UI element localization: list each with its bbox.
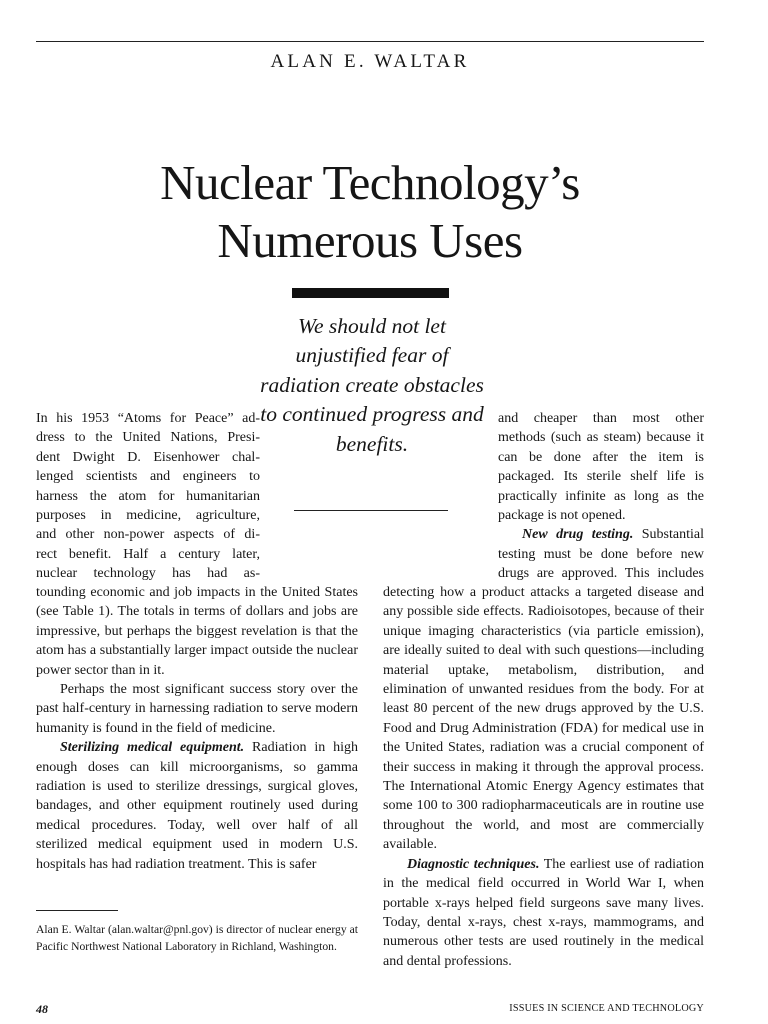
footnote-rule	[36, 910, 118, 911]
header-rule	[36, 41, 704, 42]
title-line-1: Nuclear Technology’s	[160, 155, 580, 210]
footnote-text: Alan E. Waltar (alan.waltar@pnl.gov) is director of nuclear energy at Pacific Northwest National Laboratory in Richland, Washington.	[36, 923, 358, 953]
text-line: nuclear technology has had as-	[36, 566, 260, 582]
author-footnote	[36, 922, 358, 955]
text-line: rect benefit. Half a century later,	[36, 546, 260, 562]
body-paragraph	[498, 525, 704, 583]
body-paragraph: Perhaps the most significant success story over the past half-century in harnessing radiation to serve modern humanity is found in the field of medicine.	[36, 682, 358, 736]
text-line: dent Dwight D. Eisenhower chal-	[36, 449, 260, 465]
run-in-heading: Sterilizing medical equipment.	[60, 740, 245, 756]
body-paragraph: tounding economic and job impacts in the United States (see Table 1). The totals in terms of dollars and jobs are impressive, but perhaps the biggest revelation is that the atom has a substantially larger impact outside the nuclear power sector than in it.	[36, 585, 358, 678]
body-paragraph: detecting how a product attacks a targeted disease and any possible side effects. Radioisotopes, because of their unique imaging characteristics (via particle emission), are ideally suited to deal with such questions—including material uptake, metabolism, distribution, and elimination of unwanted residues from the body. For at least 80 percent of the new drugs approved by the U.S. Food and Drug Administration (FDA) for medical use in the United States, radiation was a crucial component of their success in making it through the approval process. The International Atomic Energy Agency estimates that some 100 to 300 radiopharmaceuticals are in routine use throughout the world, and most are commercially available.	[383, 585, 704, 853]
title-line-2: Numerous Uses	[217, 213, 523, 268]
article-title	[0, 154, 740, 270]
title-underline-bar	[292, 288, 449, 298]
author-name: ALAN E. WALTAR	[270, 51, 470, 72]
pull-quote: We should not let unjustified fear of radiation create obstacles to continued progress and benefits.	[260, 314, 484, 456]
right-column-top	[498, 409, 704, 584]
paragraph-text: Radiation in high enough doses can kill microorganisms, so gamma radiation is used to sterilize dressings, surgical gloves, bandages, and other equipment routinely used during medical procedures. Today, well over half of all sterilized medical equipment used in modern U.S. hospitals has had radiation treatment. This is safer	[36, 740, 358, 872]
body-paragraph	[383, 855, 704, 971]
journal-name: ISSUES IN SCIENCE AND TECHNOLOGY	[509, 1003, 704, 1014]
text-line: and other non-power aspects of di-	[36, 527, 260, 543]
run-in-heading: New drug testing.	[522, 527, 634, 543]
text-line: purposes in medicine, agriculture,	[36, 508, 260, 524]
right-column-bottom	[383, 583, 704, 971]
pull-quote-rule	[294, 510, 448, 511]
body-paragraph	[36, 738, 358, 874]
left-column-top	[36, 409, 260, 584]
left-column-bottom	[36, 583, 358, 874]
paragraph-text: The earliest use of radiation in the medical field occurred in World War I, when portable x-rays helped field surgeons save many lives. Today, dental x-rays, chest x-rays, mammograms, and numerous other tests are used routinely in the medical and dental professions.	[383, 856, 704, 969]
text-line: lenged scientists and engineers to	[36, 469, 260, 485]
text-line: In his 1953 “Atoms for Peace” ad-	[36, 411, 260, 426]
text-line: harness the atom for humanitarian	[36, 488, 260, 504]
body-paragraph: and cheaper than most other methods (such as steam) because it can be done after the item is packaged. Its sterile shelf life is practically infinite as long as the package is not opened.	[498, 411, 704, 524]
paragraph-text: Substantial testing must be done before new drugs are approved. This includes	[498, 527, 704, 582]
text-line: dress to the United Nations, Presi-	[36, 430, 260, 446]
run-in-heading: Diagnostic techniques.	[407, 856, 540, 872]
page-number: 48	[36, 1002, 48, 1016]
